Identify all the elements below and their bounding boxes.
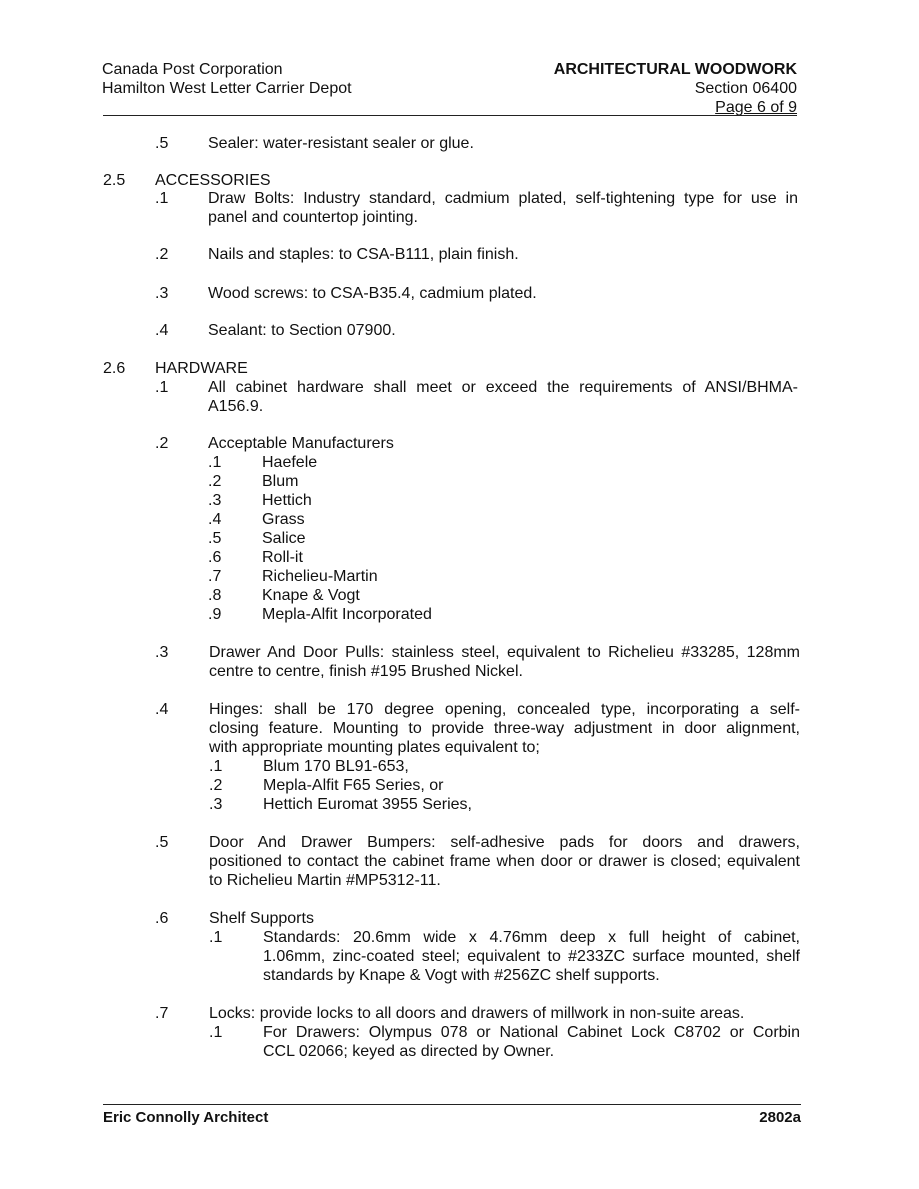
item-number: .4	[155, 322, 169, 339]
manufacturer-name: Roll-it	[262, 549, 303, 566]
text-line: positioned to contact the cabinet frame when door or drawer is closed; equivalent	[209, 853, 800, 870]
section-number: Section 06400	[694, 80, 797, 97]
item-text: Nails and staples: to CSA-B111, plain finish.	[208, 246, 519, 263]
item-number: .2	[155, 246, 169, 263]
text-line: 1.06mm, zinc-coated steel; equivalent to #233ZC surface mounted, shelf	[263, 948, 800, 965]
manufacturer-name: Haefele	[262, 454, 318, 471]
sub-item-number: .1	[209, 929, 223, 946]
manufacturer-name: Mepla-Alfit Incorporated	[262, 606, 432, 623]
text-line: Drawer And Door Pulls: stainless steel, equivalent to Richelieu #33285, 128mm	[209, 644, 800, 661]
text-line: For Drawers: Olympus 078 or National Cabinet Lock C8702 or Corbin	[263, 1024, 800, 1041]
item-number: .5	[155, 135, 169, 152]
manufacturer-name: Salice	[262, 530, 306, 547]
item-paragraph	[209, 643, 800, 681]
footer-architect: Eric Connolly Architect	[103, 1109, 269, 1126]
footer-rule	[103, 1104, 801, 1105]
item-paragraph	[208, 378, 798, 416]
sub-item-number: .3	[209, 796, 223, 813]
text-line: centre to centre, finish #195 Brushed Nickel.	[209, 663, 523, 680]
sub-item-number: .1	[209, 1024, 223, 1041]
manufacturer-name: Blum	[262, 473, 299, 490]
item-text: Locks: provide locks to all doors and drawers of millwork in non-suite areas.	[209, 1005, 745, 1022]
manufacturer-name: Hettich	[262, 492, 312, 509]
sub-item-number: .5	[208, 530, 222, 547]
sub-item-number: .6	[208, 549, 222, 566]
item-text: Sealer: water-resistant sealer or glue.	[208, 135, 474, 152]
item-paragraph	[209, 700, 800, 757]
page-number: Page 6 of 9	[715, 99, 797, 116]
sub-item-number: .7	[208, 568, 222, 585]
item-number: .5	[155, 834, 169, 851]
text-line: Hinges: shall be 170 degree opening, concealed type, incorporating a self-	[209, 701, 800, 718]
hinge-model: Mepla-Alfit F65 Series, or	[263, 777, 444, 794]
item-text: Sealant: to Section 07900.	[208, 322, 396, 339]
organization-name: Canada Post Corporation	[102, 61, 283, 78]
text-line: with appropriate mounting plates equivalent to;	[209, 739, 540, 756]
text-line: A156.9.	[208, 398, 264, 415]
text-line: All cabinet hardware shall meet or exceed the requirements of ANSI/BHMA-	[208, 379, 798, 396]
sub-item-number: .1	[209, 758, 223, 775]
item-number: .3	[155, 285, 169, 302]
sub-item-number: .2	[209, 777, 223, 794]
manufacturer-name: Richelieu-Martin	[262, 568, 378, 585]
text-line: standards by Knape & Vogt with #256ZC shelf supports.	[263, 967, 660, 984]
section-number: 2.5	[103, 172, 126, 189]
text-line: closing feature. Mounting to provide three-way adjustment in door alignment,	[209, 720, 800, 737]
text-line: to Richelieu Martin #MP5312-11.	[209, 872, 441, 889]
item-text: Wood screws: to CSA-B35.4, cadmium plated.	[208, 285, 537, 302]
sub-item-number: .3	[208, 492, 222, 509]
item-text: Acceptable Manufacturers	[208, 435, 394, 452]
section-heading: ACCESSORIES	[155, 172, 271, 189]
item-number: .3	[155, 644, 169, 661]
item-number: .4	[155, 701, 169, 718]
manufacturer-name: Knape & Vogt	[262, 587, 360, 604]
section-heading: HARDWARE	[155, 360, 248, 377]
item-number: .6	[155, 910, 169, 927]
item-paragraph	[263, 1023, 800, 1061]
text-line: Draw Bolts: Industry standard, cadmium plated, self-tightening type for use in	[208, 190, 798, 207]
sub-item-number: .4	[208, 511, 222, 528]
hinge-model: Blum 170 BL91-653,	[263, 758, 409, 775]
header-rule	[103, 115, 797, 116]
section-title: ARCHITECTURAL WOODWORK	[553, 61, 797, 78]
item-number: .1	[155, 379, 169, 396]
project-name: Hamilton West Letter Carrier Depot	[102, 80, 352, 97]
sub-item-number: .1	[208, 454, 222, 471]
header-left	[102, 60, 352, 98]
header-right	[554, 60, 797, 117]
item-text: Shelf Supports	[209, 910, 314, 927]
item-number: .1	[155, 190, 169, 207]
text-line: Standards: 20.6mm wide x 4.76mm deep x full height of cabinet,	[263, 929, 800, 946]
sub-item-number: .8	[208, 587, 222, 604]
item-paragraph	[208, 189, 798, 227]
text-line: panel and countertop jointing.	[208, 209, 418, 226]
text-line: Door And Drawer Bumpers: self-adhesive pads for doors and drawers,	[209, 834, 800, 851]
hinge-model: Hettich Euromat 3955 Series,	[263, 796, 472, 813]
sub-item-number: .2	[208, 473, 222, 490]
item-number: .2	[155, 435, 169, 452]
section-number: 2.6	[103, 360, 126, 377]
item-paragraph	[209, 833, 800, 890]
sub-item-number: .9	[208, 606, 222, 623]
footer-doc-number: 2802a	[759, 1109, 801, 1126]
text-line: CCL 02066; keyed as directed by Owner.	[263, 1043, 555, 1060]
item-number: .7	[155, 1005, 169, 1022]
manufacturer-name: Grass	[262, 511, 305, 528]
item-paragraph	[263, 928, 800, 985]
